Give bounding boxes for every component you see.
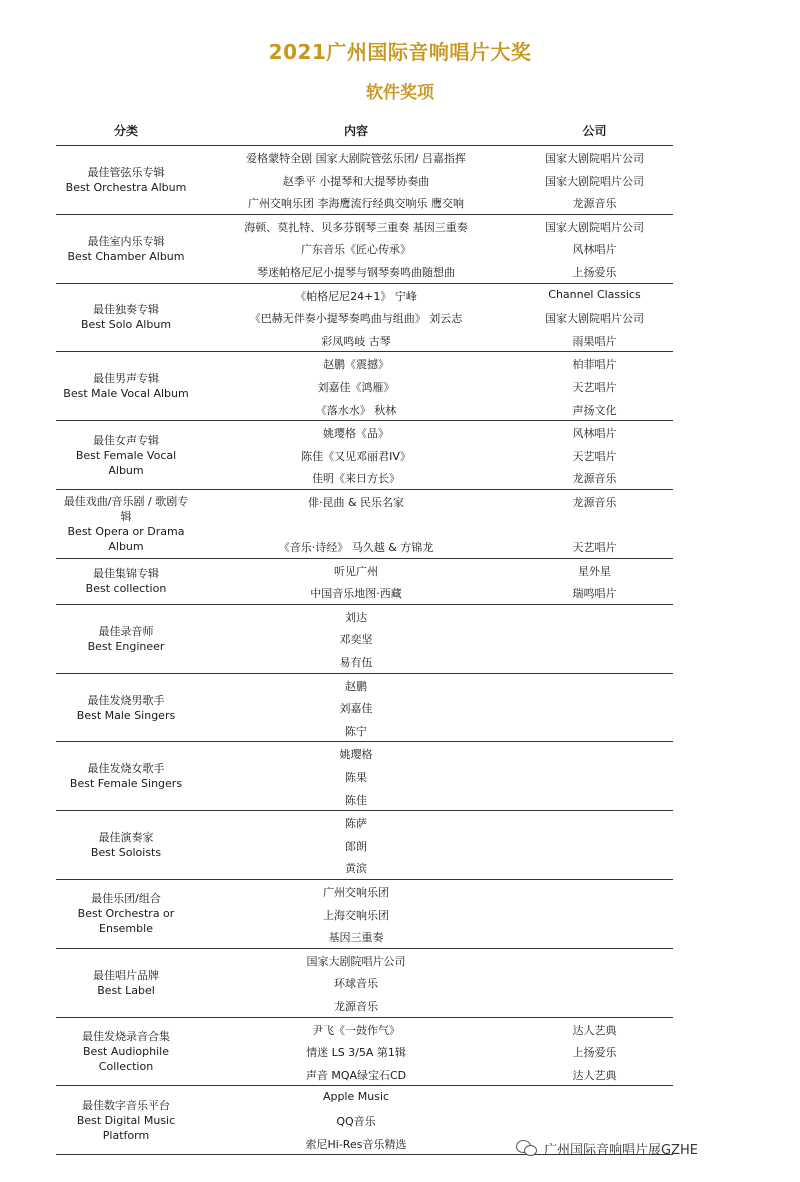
content-cell: 声音 MQA绿宝石CD: [305, 1068, 407, 1082]
content-cell: 国家大剧院唱片公司: [306, 954, 406, 968]
header-category: 分类: [113, 124, 138, 138]
category-en: Best Orchestra or Ensemble: [77, 907, 175, 936]
category-cn: 最佳发烧女歌手: [87, 762, 165, 776]
category-cn: 最佳唱片品牌: [93, 968, 159, 982]
table-row: [56, 1086, 673, 1109]
content-cell: 陈宁: [345, 724, 367, 738]
company-cell: 星外星: [578, 564, 611, 578]
company-cell: Channel Classics: [548, 287, 641, 301]
company-cell: 天艺唱片: [572, 541, 617, 555]
company-cell: 雨果唱片: [572, 334, 617, 348]
category-cn: 最佳数字音乐平台: [82, 1098, 170, 1112]
company-cell: 龙源音乐: [572, 197, 617, 211]
company-cell: 达人艺典: [572, 1023, 617, 1037]
table-row: [56, 971, 673, 994]
table-row: [56, 650, 673, 673]
award-group: [56, 949, 673, 1018]
table-row: [56, 375, 673, 398]
category-cn: 最佳戏曲/音乐剧 / 歌剧专辑: [63, 494, 189, 523]
award-group: [56, 1018, 673, 1087]
award-group: [56, 146, 673, 215]
content-cell: 姚璎格《品》: [323, 427, 389, 441]
content-cell: 黄滨: [345, 862, 367, 876]
award-group: [56, 490, 673, 559]
company-cell: 龙源音乐: [572, 495, 617, 509]
table-header: [56, 120, 673, 144]
company-cell: 龙源音乐: [572, 472, 617, 486]
content-cell: 陈佳《又见邓丽君IV》: [301, 449, 411, 463]
content-cell: 彩凤鸣岐 古琴: [321, 334, 391, 348]
content-cell: 陈萨: [345, 817, 367, 831]
company-cell: 风林唱片: [572, 427, 617, 441]
content-cell: 《巴赫无伴奏小提琴奏鸣曲与组曲》 刘云志: [249, 312, 463, 326]
content-cell: 听见广州: [334, 564, 378, 578]
category-en: Best Digital Music Platform: [76, 1113, 176, 1142]
category-en: Best Female Singers: [69, 777, 183, 791]
award-group: [56, 421, 673, 490]
table-row: [56, 949, 673, 972]
table-row: [56, 1063, 673, 1086]
table-row: [56, 284, 673, 307]
content-cell: 陈果: [345, 771, 367, 785]
award-group: [56, 811, 673, 880]
table-row: [56, 306, 673, 329]
table-row: [56, 191, 673, 214]
table-row: [56, 674, 673, 697]
table-row: [56, 903, 673, 926]
award-group: [56, 559, 673, 605]
content-cell: 刘达: [345, 610, 367, 624]
content-cell: 琴迷帕格尼尼小提琴与钢琴奏鸣曲随想曲: [257, 265, 455, 279]
table-row: [56, 925, 673, 948]
table-row: [56, 169, 673, 192]
content-cell: 基因三重奏: [328, 931, 384, 945]
table-row: [56, 719, 673, 742]
header-content: 内容: [343, 124, 368, 138]
table-row: [56, 237, 673, 260]
page-title: 2021广州国际音响唱片大奖: [268, 40, 532, 64]
table-row: [56, 352, 673, 375]
category-en: Best collection: [85, 582, 167, 596]
table-row: [56, 513, 673, 536]
award-group: [56, 742, 673, 811]
award-group: [56, 284, 673, 353]
category-cn: 最佳演奏家: [98, 831, 154, 845]
category-cn: 最佳室内乐专辑: [87, 234, 165, 248]
company-cell: 上扬爱乐: [572, 1046, 617, 1060]
category-cn: 最佳独奏专辑: [93, 303, 159, 317]
content-cell: 情迷 LS 3/5A 第1辑: [306, 1046, 406, 1060]
content-cell: 环球音乐: [334, 977, 378, 991]
category-en: Best Chamber Album: [67, 249, 185, 263]
watermark-text: 广州国际音响唱片展GZHE: [544, 1142, 698, 1158]
category-en: Best Male Singers: [76, 708, 176, 722]
table-row: [56, 444, 673, 467]
table-row: [56, 1109, 673, 1132]
content-cell: 赵鹏《震撼》: [323, 358, 389, 372]
category-en: Best Audiophile Collection: [83, 1044, 169, 1073]
content-cell: Apple Music: [322, 1090, 390, 1104]
category-en: Best Label: [97, 983, 155, 997]
table-row: [56, 880, 673, 903]
company-cell: 风林唱片: [572, 243, 617, 257]
content-cell: 中国音乐地图·西藏: [310, 587, 402, 601]
content-cell: 赵鹏: [345, 679, 367, 693]
category-en: Best Solo Album: [80, 318, 172, 332]
award-group: [56, 605, 673, 674]
table-row: [56, 260, 673, 283]
table-row: [56, 856, 673, 879]
table-row: [56, 490, 673, 513]
category-cn: 最佳发烧男歌手: [87, 693, 165, 707]
content-cell: 《落水水》 秋林: [315, 403, 397, 417]
content-cell: 《音乐·诗经》 马久越 & 方锦龙: [278, 541, 434, 555]
content-cell: 上海交响乐团: [323, 908, 389, 922]
table-row: [56, 1040, 673, 1063]
table-row: [56, 627, 673, 650]
page-subtitle: 软件奖项: [366, 83, 434, 103]
content-cell: 邓奕坚: [339, 633, 373, 647]
award-table: [56, 145, 673, 1155]
company-cell: 上扬爱乐: [572, 265, 617, 279]
content-cell: 广州交响乐团 李海鹰流行经典交响乐 鹰交响: [248, 197, 464, 211]
content-cell: 爱格蒙特全剧 国家大剧院管弦乐团/ 吕嘉指挥: [246, 152, 466, 165]
category-en: Best Engineer: [87, 639, 165, 653]
content-cell: 姚璎格: [339, 748, 373, 762]
table-row: [56, 788, 673, 811]
table-row: [56, 1018, 673, 1041]
company-cell: 声扬文化: [572, 403, 617, 417]
company-cell: 国家大剧院唱片公司: [545, 312, 644, 326]
table-row: [56, 329, 673, 352]
category-en: Best Orchestra Album: [65, 180, 187, 194]
company-cell: 国家大剧院唱片公司: [545, 174, 644, 188]
content-cell: 广东音乐《匠心传承》: [301, 243, 411, 257]
table-row: [56, 466, 673, 489]
category-cn: 最佳乐团/组合: [91, 892, 161, 906]
content-cell: 广州交响乐团: [323, 886, 389, 899]
category-cn: 最佳发烧录音合集: [82, 1029, 170, 1043]
table-row: [56, 146, 673, 169]
category-en: Best Male Vocal Album: [63, 387, 189, 401]
content-cell: 龙源音乐: [334, 999, 378, 1013]
table-row: [56, 535, 673, 558]
category-en: Best Opera or Drama Album: [67, 524, 185, 553]
content-cell: QQ音乐: [336, 1114, 376, 1128]
content-cell: 郎朗: [345, 839, 367, 853]
table-row: [56, 421, 673, 444]
award-group: [56, 215, 673, 284]
content-cell: 刘嘉佳《鸿雁》: [317, 380, 395, 394]
company-cell: 天艺唱片: [572, 380, 617, 394]
company-cell: 达人艺典: [572, 1068, 617, 1082]
company-cell: 瑞鸣唱片: [572, 587, 617, 601]
category-en: Best Soloists: [90, 846, 162, 860]
content-cell: 佳明《来日方长》: [312, 472, 400, 486]
content-cell: 陈佳: [345, 793, 367, 807]
header-company: 公司: [582, 124, 607, 138]
table-row: [56, 696, 673, 719]
content-cell: 易有伍: [339, 656, 373, 670]
table-row: [56, 834, 673, 857]
table-row: [56, 215, 673, 238]
category-cn: 最佳录音师: [98, 624, 154, 638]
table-row: [56, 811, 673, 834]
content-cell: 《帕格尼尼24+1》 宁峰: [295, 289, 417, 303]
table-row: [56, 742, 673, 765]
wechat-icon: [516, 1139, 538, 1157]
award-group: [56, 880, 673, 949]
category-cn: 最佳女声专辑: [93, 433, 159, 447]
company-cell: 国家大剧院唱片公司: [545, 220, 644, 234]
content-cell: 刘嘉佳: [339, 702, 373, 716]
company-cell: 柏菲唱片: [572, 358, 617, 372]
award-group: [56, 674, 673, 743]
table-row: [56, 581, 673, 604]
content-cell: 俳·昆曲 & 民乐名家: [307, 495, 405, 509]
category-en: Best Female Vocal Album: [75, 448, 177, 477]
table-row: [56, 765, 673, 788]
content-cell: 赵季平 小提琴和大提琴协奏曲: [282, 174, 430, 188]
content-cell: 海顿、莫扎特、贝多芬钢琴三重奏 基因三重奏: [244, 220, 468, 234]
content-cell: 索尼Hi-Res音乐精选: [305, 1137, 407, 1151]
company-cell: 天艺唱片: [572, 449, 617, 463]
table-row: [56, 398, 673, 421]
category-cn: 最佳男声专辑: [93, 372, 159, 386]
table-row: [56, 559, 673, 582]
category-cn: 最佳管弦乐专辑: [87, 165, 165, 179]
content-cell: 尹飞《一鼓作气》: [312, 1023, 400, 1037]
company-cell: 国家大剧院唱片公司: [545, 152, 644, 165]
table-row: [56, 994, 673, 1017]
award-group: [56, 352, 673, 421]
table-row: [56, 605, 673, 628]
watermark: [516, 1136, 786, 1160]
category-cn: 最佳集锦专辑: [93, 567, 159, 581]
